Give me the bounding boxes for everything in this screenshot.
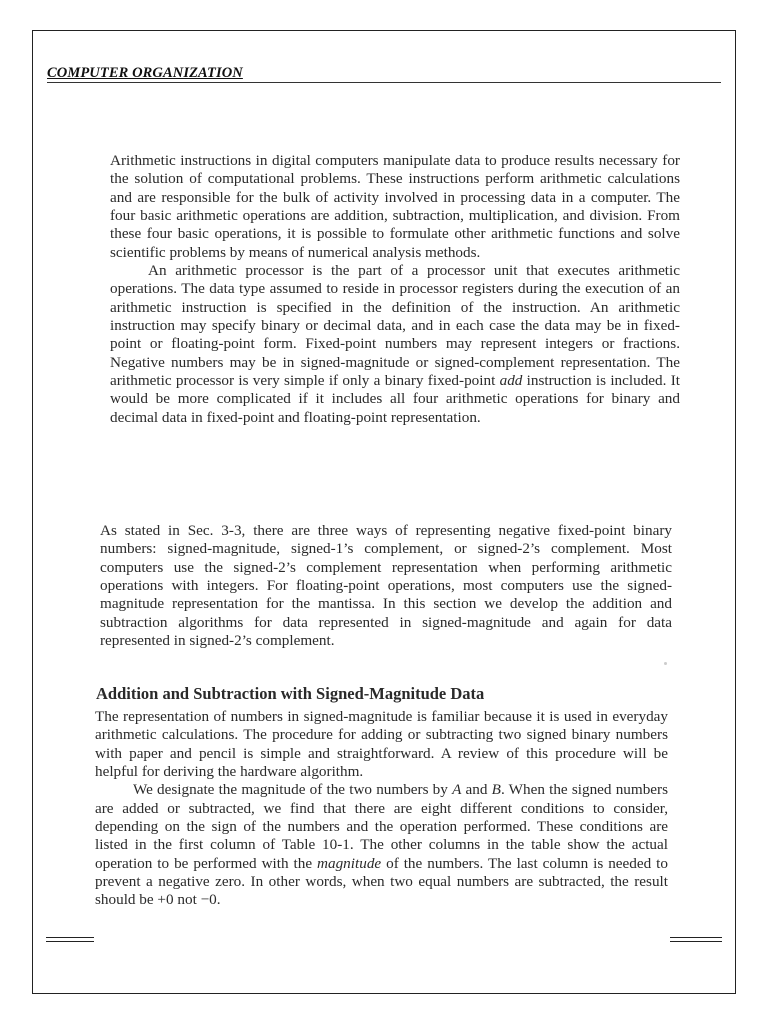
running-header [47, 64, 721, 83]
add-instruction-term: add [499, 372, 523, 390]
variable-b: B [491, 781, 501, 799]
intro-paragraph [110, 152, 680, 427]
section-body [95, 708, 668, 910]
intro-paragraph-2a: An arithmetic processor is the part of a processor unit that executes arithmetic operations. The data type assumed to reside in processor registers during the execution of an arithmetic instruction is specified in the definition of the instruction. An arithmetic instruction may specify binary or decimal data, and in each case the data may be in fixed-point or floating-point form. Fixed-point numbers may represent integers or fractions. Negative numbers may be in signed-magnitude or signed-complement representation. The arithmetic processor is very simple if only a binary fixed-point [110, 262, 680, 390]
section-paragraph-2c: of the numbers. The last column is needed to prevent a negative zero. In other words, when two equal numbers are subtracted, the result should be +0 not −0. [95, 854, 668, 909]
section-paragraph-1: The representation of numbers in signed-magnitude is familiar because it is used in everyday arithmetic calculations. The procedure for adding or subtracting two signed binary numbers with paper and pencil is simple and straightforward. A review of this procedure will be helpful for deriving the hardware algorithm. [95, 708, 668, 781]
section-paragraph-2b: . When the signed numbers are added or subtracted, we find that there are eight different conditions to consider, depending on the sign of the numbers and the operation performed. These conditions are listed in the first column of Table 10-1. The other columns in the table show the actual operation to be performed with the [95, 781, 668, 872]
section-heading: Addition and Subtraction with Signed-Magnitude Data [96, 684, 485, 703]
magnitude-term: magnitude [317, 854, 382, 872]
variable-a: A [452, 781, 462, 799]
section-paragraph-2a: We designate the magnitude of the two numbers by [133, 781, 453, 799]
section-and: and [461, 781, 492, 799]
fixed-point-paragraph: As stated in Sec. 3-3, there are three ways of representing negative fixed-point binary numbers: signed-magnitude, signed-1’s complement, or signed-2’s complement. Most computers use the signed-2’s complement representation when performing arithmetic operations with integers. For floating-point operations, most computers use the signed-magnitude representation for the mantissa. In this section we develop the addition and subtraction algorithms for data represented in signed-magnitude and again for data represented in signed-2’s complement. [100, 522, 672, 650]
footer-rule-right [670, 937, 722, 942]
header-title: COMPUTER ORGANIZATION [47, 65, 243, 81]
scan-speck [664, 662, 667, 665]
footer-rule-left [46, 937, 94, 942]
intro-paragraph-1: Arithmetic instructions in digital computers manipulate data to produce results necessary for the solution of computational problems. These instructions perform arithmetic calculations and are responsible for the bulk of activity involved in processing data in a computer. The four basic arithmetic operations are addition, subtraction, multiplication, and division. From these four basic operations, it is possible to formulate other arithmetic functions and solve scientific problems by means of numerical analysis methods. [110, 152, 680, 261]
intro-paragraph-2b: instruction is included. It would be more complicated if it includes all four arithmetic operations for binary and decimal data in fixed-point and floating-point representation. [110, 372, 680, 426]
